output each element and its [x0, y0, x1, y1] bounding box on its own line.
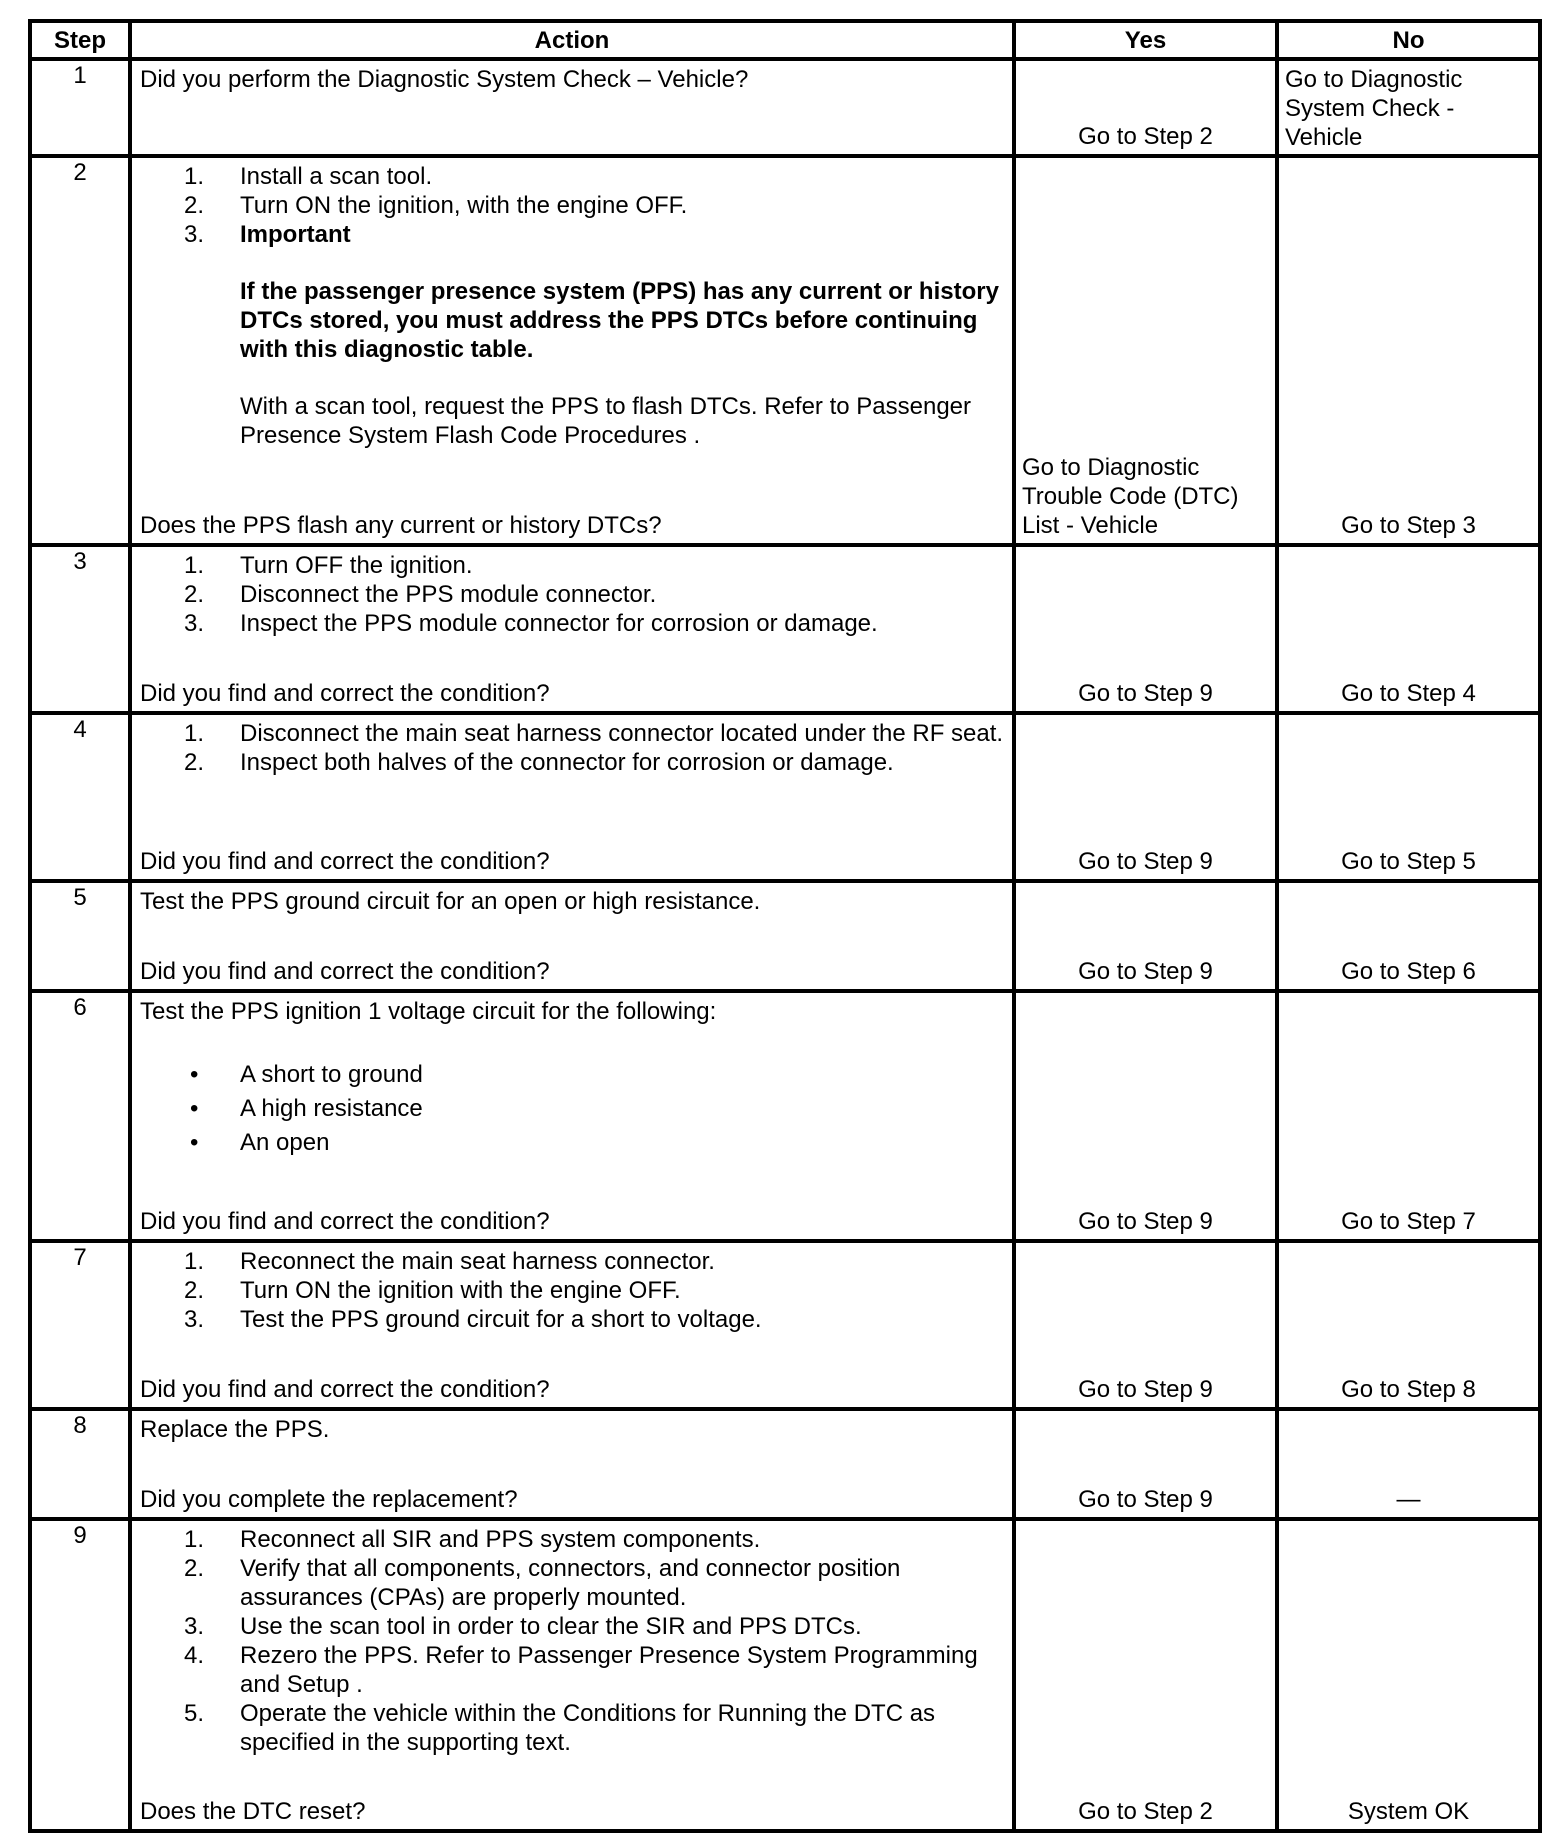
- header-row: [30, 21, 1540, 59]
- action-cell: [130, 1241, 1014, 1409]
- action-question: Did you find and correct the condition?: [140, 1208, 550, 1235]
- step-number: 9: [30, 1519, 130, 1831]
- bullet-icon: •: [190, 1095, 199, 1122]
- yes-result: Go to Step 9: [1078, 848, 1213, 875]
- yes-result: Go to Step 2: [1078, 123, 1213, 150]
- action-question: Did you complete the replacement?: [140, 1486, 518, 1513]
- no-cell: [1277, 881, 1540, 991]
- no-cell: [1277, 1519, 1540, 1831]
- yes-result: Go to Step 9: [1078, 1376, 1213, 1403]
- no-result: Go to Step 5: [1341, 848, 1476, 875]
- action-question: Does the PPS flash any current or history DTCs?: [140, 512, 662, 539]
- yes-cell: [1014, 59, 1277, 156]
- no-cell: [1277, 713, 1540, 881]
- no-result: Go to Step 4: [1341, 680, 1476, 707]
- list-item: 5. Operate the vehicle within the Conditions for Running the DTC as specified in the supporting text.: [184, 1700, 936, 1756]
- step-number: 7: [30, 1241, 130, 1409]
- header-step: Step: [30, 21, 130, 59]
- yes-cell: [1014, 1241, 1277, 1409]
- yes-result: Go to Step 9: [1078, 1208, 1213, 1235]
- step-number: 6: [30, 991, 130, 1241]
- action-question: Did you find and correct the condition?: [140, 848, 550, 875]
- action-cell: [130, 1409, 1014, 1519]
- important-notice: If the passenger presence system (PPS) has any current or history DTCs stored, you must address the PPS DTCs before continuing with this diagnostic table.: [240, 278, 999, 363]
- step-number: 4: [30, 713, 130, 881]
- yes-cell: [1014, 545, 1277, 713]
- action-cell: [130, 713, 1014, 881]
- no-result: Go to Step 7: [1341, 1208, 1476, 1235]
- yes-result: Go to Step 2: [1078, 1798, 1213, 1825]
- table-row-step-2: [30, 156, 1540, 545]
- table-row-step-6: [30, 991, 1540, 1241]
- step-number: 2: [30, 156, 130, 545]
- list-item: • An open: [190, 1129, 330, 1156]
- table-row-step-5: [30, 881, 1540, 991]
- list-item: 3. Use the scan tool in order to clear the SIR and PPS DTCs.: [184, 1613, 862, 1640]
- important-heading: Important: [240, 221, 351, 248]
- action-instruction: Replace the PPS.: [140, 1416, 330, 1443]
- list-item: 2. Turn ON the ignition with the engine OFF.: [184, 1277, 681, 1304]
- yes-result: Go to Step 9: [1078, 1486, 1213, 1513]
- diagnostic-table: [28, 19, 1542, 1833]
- list-item: 3. Important If the passenger presence system (PPS) has any current or history DTCs stored, you must address the PPS DTCs before continuing with this diagnostic table.: [140, 220, 1004, 364]
- list-item: 4. Rezero the PPS. Refer to Passenger Presence System Programming and Setup .: [184, 1642, 978, 1698]
- numbered-list: [140, 719, 1004, 777]
- step-number: 8: [30, 1409, 130, 1519]
- yes-cell: [1014, 1519, 1277, 1831]
- step-number: 5: [30, 881, 130, 991]
- step-number: 1: [30, 59, 130, 156]
- procedure-paragraph: With a scan tool, request the PPS to flash DTCs. Refer to Passenger Presence System Flash Code Procedures .: [240, 393, 972, 449]
- action-cell: [130, 1519, 1014, 1831]
- table-row-step-4: [30, 713, 1540, 881]
- yes-cell: [1014, 991, 1277, 1241]
- step-number: 3: [30, 545, 130, 713]
- no-result: —: [1396, 1486, 1421, 1513]
- no-result: Go to Diagnostic System Check - Vehicle: [1285, 66, 1463, 151]
- list-item: 3. Inspect the PPS module connector for corrosion or damage.: [184, 610, 878, 637]
- list-item: 1. Reconnect the main seat harness connector.: [184, 1248, 715, 1275]
- action-cell: [130, 59, 1014, 156]
- action-cell: [130, 545, 1014, 713]
- list-item: 1. Install a scan tool.: [184, 163, 433, 190]
- action-cell: [130, 991, 1014, 1241]
- header-action: Action: [130, 21, 1014, 59]
- no-result: Go to Step 8: [1341, 1376, 1476, 1403]
- table-row-step-1: [30, 59, 1540, 156]
- list-item: • A short to ground: [190, 1061, 423, 1088]
- list-item: 2. Disconnect the PPS module connector.: [184, 581, 657, 608]
- list-item: 2. Verify that all components, connectors, and connector position assurances (CPAs) are properly mounted.: [184, 1555, 901, 1611]
- numbered-list: [140, 1247, 1004, 1334]
- yes-result: Go to Step 9: [1078, 958, 1213, 985]
- list-item: • A high resistance: [190, 1095, 423, 1122]
- action-instruction: Test the PPS ignition 1 voltage circuit for the following:: [140, 998, 717, 1025]
- no-result: Go to Step 3: [1341, 512, 1476, 539]
- no-cell: [1277, 991, 1540, 1241]
- no-result: System OK: [1347, 1798, 1470, 1825]
- numbered-list: [140, 1525, 1004, 1757]
- action-question: Did you find and correct the condition?: [140, 680, 550, 707]
- bullet-icon: •: [190, 1129, 199, 1156]
- action-question: Does the DTC reset?: [140, 1798, 366, 1825]
- bullet-icon: •: [190, 1061, 199, 1088]
- yes-cell: [1014, 881, 1277, 991]
- action-cell: [130, 156, 1014, 545]
- table-row-step-3: [30, 545, 1540, 713]
- action-question: Did you find and correct the condition?: [140, 1376, 550, 1403]
- no-cell: [1277, 156, 1540, 545]
- no-cell: [1277, 1241, 1540, 1409]
- no-result: Go to Step 6: [1341, 958, 1476, 985]
- yes-cell: [1014, 156, 1277, 545]
- no-cell: [1277, 59, 1540, 156]
- no-cell: [1277, 545, 1540, 713]
- list-item: 1. Turn OFF the ignition.: [184, 552, 473, 579]
- numbered-list: [140, 551, 1004, 638]
- table-row-step-8: [30, 1409, 1540, 1519]
- list-item: 1. Disconnect the main seat harness connector located under the RF seat.: [184, 720, 1004, 747]
- no-cell: [1277, 1409, 1540, 1519]
- table-row-step-9: [30, 1519, 1540, 1831]
- header-yes: Yes: [1014, 21, 1277, 59]
- yes-result: Go to Step 9: [1078, 680, 1213, 707]
- yes-cell: [1014, 1409, 1277, 1519]
- list-item: 1. Reconnect all SIR and PPS system components.: [184, 1526, 761, 1553]
- yes-cell: [1014, 713, 1277, 881]
- action-question: Did you find and correct the condition?: [140, 958, 550, 985]
- list-item: 2. Turn ON the ignition, with the engine OFF.: [184, 192, 688, 219]
- numbered-list: [140, 162, 1004, 364]
- header-no: No: [1277, 21, 1540, 59]
- table-row-step-7: [30, 1241, 1540, 1409]
- list-item: 2. Inspect both halves of the connector for corrosion or damage.: [184, 749, 894, 776]
- action-question: Did you perform the Diagnostic System Check – Vehicle?: [140, 66, 749, 93]
- action-instruction: Test the PPS ground circuit for an open or high resistance.: [140, 888, 761, 915]
- action-cell: [130, 881, 1014, 991]
- bullet-list: [140, 1060, 1004, 1157]
- list-item: 3. Test the PPS ground circuit for a short to voltage.: [184, 1306, 762, 1333]
- yes-result: Go to Diagnostic Trouble Code (DTC) List - Vehicle: [1022, 454, 1239, 539]
